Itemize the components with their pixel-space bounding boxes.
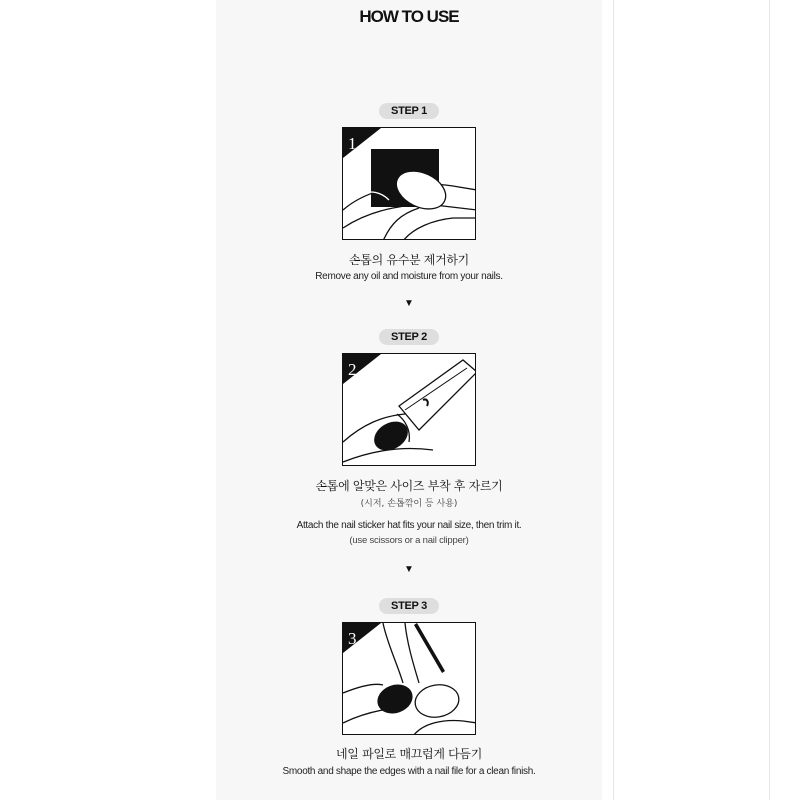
page-divider-line [769,0,770,800]
down-arrow-icon: ▼ [404,564,414,575]
down-arrow-icon: ▼ [404,298,414,309]
step-1-label: STEP 1 [379,103,439,119]
how-to-use-panel [216,0,602,800]
step-3-label: STEP 3 [379,598,439,614]
nail-file-illustration [343,623,476,735]
step-2-english-subtext: (use scissors or a nail clipper) [349,535,469,546]
step-3-badge [216,596,602,614]
page-divider-line [613,0,614,800]
step-2-korean-subtext: (시저, 손톱깎이 등 사용) [360,499,458,509]
step-2-korean-text: 손톱에 알맞은 사이즈 부착 후 자르기 [315,479,503,493]
step-1-english-text: Remove any oil and moisture from your nails. [315,271,503,282]
step-2-badge [216,327,602,345]
wipe-nail-illustration [343,128,476,240]
section-title: HOW TO USE [359,7,459,26]
step-2-illustration [342,353,476,466]
step-3-english-text: Smooth and shape the edges with a nail file for a clean finish. [282,766,536,777]
step-1-illustration [342,127,476,240]
step-2-number: 2 [348,360,357,379]
step-3-korean-text: 네일 파일로 매끄럽게 다듬기 [335,747,483,761]
nail-clipper-illustration [343,354,476,466]
step-3-number: 3 [348,629,357,648]
step-3-illustration [342,622,476,735]
step-1-korean-text: 손톱의 유수분 제거하기 [349,253,469,267]
step-1-number: 1 [348,134,357,153]
step-1-badge [216,101,602,119]
step-2-label: STEP 2 [379,329,439,345]
step-2-english-text: Attach the nail sticker hat fits your nail size, then trim it. [296,520,522,531]
